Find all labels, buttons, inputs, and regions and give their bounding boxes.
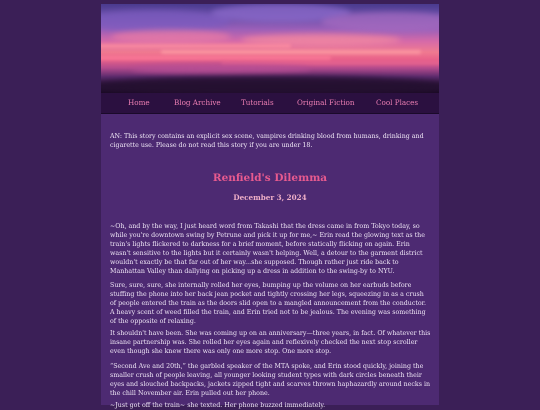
story-paragraph: It shouldn't have been. She was coming up on an anniversary—three years, in fact. Of whatever this insane partnership was. She rolled her eyes again and reflexively checked the next stop scroller even though she knew there was only one more stop. One more stop.: [110, 330, 431, 356]
content-area: [101, 118, 439, 409]
nav-item-tutorials[interactable]: Tutorials: [241, 98, 274, 107]
story-title: Renfield's Dilemma: [212, 172, 328, 184]
story-paragraph: Sure, sure, sure, she internally rolled her eyes, bumping up the volume on her earbuds before stuffing the phone into her back jean pocket and tightly crossing her legs, squeezing in as a crush of people entered the train as the doors slid open to a mangled announcement from the conductor. A heavy scent of weed filled the train, and Erin tried not to be jealous. The evening was something of the opposite of relaxing.: [110, 282, 427, 326]
nav-item-cool-places[interactable]: Cool Places: [376, 98, 419, 107]
story-paragraph: “Second Ave and 20th,” the garbled speaker of the MTA spoke, and Erin stood quickly, joining the smaller crush of people leaving, all younger looking student types with dark circles beneath their eyes and slouched backpacks, jackets zipped tight and scarves thrown haphazardly around necks in the chill November air. Erin pulled out her phone.: [110, 363, 431, 398]
nav-item-home[interactable]: Home: [128, 98, 150, 107]
story-paragraph: ~Oh, and by the way, I just heard word from Takashi that the dress came in from Tokyo today, so while you're downtown swing by Petrune and pick it up for me,~ Erin read the glowing text as the train's lights flickered to darkness for a brief moment, before statically flicking on again. Erin wasn't sensitive to the lights but it certainly wasn't helping. Well, a detour to the garment district wouldn't exactly be that far out of her way...she supposed. Though rather just ride back to Manhattan Valley than dallying on picking up a dress in addition to the swing-by to NYU.: [110, 223, 425, 276]
story-paragraph: ~Just got off the train~ she texted. Her phone buzzed immediately.: [110, 402, 326, 409]
post-date: December 3, 2024: [233, 193, 307, 202]
header-banner-image: [101, 4, 439, 93]
nav-item-original-fiction[interactable]: Original Fiction: [297, 98, 355, 107]
nav-item-blog-archive[interactable]: Blog Archive: [174, 98, 221, 107]
main-nav: [101, 93, 439, 114]
page-container: [101, 4, 439, 409]
author-note: AN: This story contains an explicit sex scene, vampires drinking blood from humans, drinking and cigarette use. Please do not read this story if you are under 18.: [110, 133, 424, 150]
